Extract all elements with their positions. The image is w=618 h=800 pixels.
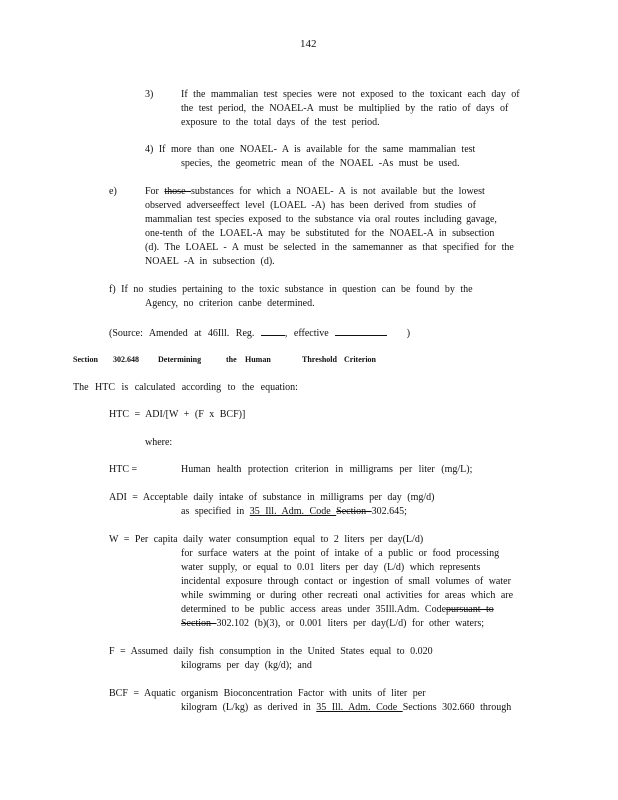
- section-heading-word: Threshold: [302, 355, 337, 364]
- page-number: 142: [300, 38, 317, 50]
- bcf-definition: BCF = Aquatic organism Bioconcentration Factor with units of liter per: [109, 688, 426, 699]
- w-definition: while swimming or during other recreati onal activities for areas which are: [181, 590, 514, 601]
- section-heading-word: Human: [245, 355, 271, 364]
- inserted-text: 35 Ill. Adm. Code: [249, 506, 337, 517]
- section-heading-word: Determining: [158, 355, 202, 364]
- bcf-text: kilogram (L/kg) as derived in: [181, 702, 317, 713]
- w-definition: for surface waters at the point of intake of a public or food processing: [181, 548, 500, 559]
- item-3-line: exposure to the total days of the test period.: [181, 117, 380, 128]
- blank-line: [261, 325, 285, 336]
- htc-definition: Human health protection criterion in milligrams per liter (mg/L);: [181, 464, 473, 475]
- item-e-line: mammalian test species exposed to the substance via oral routes including gavage,: [145, 214, 497, 225]
- blank-line: [335, 325, 387, 336]
- section-heading-number: 302.648: [113, 355, 139, 364]
- adi-definition: [181, 505, 407, 519]
- w-text: determined to be public access areas under 35Ill.Adm. Code: [181, 604, 447, 615]
- item-3-label: 3): [145, 89, 154, 100]
- item-e-pre: For: [145, 186, 165, 197]
- item-4-line: species, the geometric mean of the NOAEL -As must be used.: [181, 158, 460, 169]
- item-f-line: Agency, no criterion canbe determined.: [145, 298, 315, 309]
- equation: HTC = ADI/[W + (F x BCF)]: [109, 409, 246, 420]
- w-definition: [181, 603, 494, 617]
- source-text: (Source: Amended at 46Ill. Reg.: [109, 328, 255, 339]
- section-heading-word: Criterion: [344, 355, 376, 364]
- source-text: ): [406, 328, 411, 339]
- item-3-line: If the mammalian test species were not exposed to the toxicant each day of: [181, 89, 520, 100]
- htc-term: HTC =: [109, 464, 138, 475]
- item-f-line: f) If no studies pertaining to the toxic substance in question can be found by the: [109, 284, 473, 295]
- adi-definition: ADI = Acceptable daily intake of substance in milligrams per day (mg/d): [109, 492, 435, 503]
- bcf-text: Sections 302.660 through: [402, 702, 512, 713]
- item-e-line: one-tenth of the LOAEL-A may be substituted for the NOAEL-A in subsection: [145, 228, 495, 239]
- f-definition: kilograms per day (kg/d); and: [181, 660, 312, 671]
- item-4-line: 4) If more than one NOAEL- A is available for the same mammalian test: [145, 144, 476, 155]
- intro-text: The HTC is calculated according to the equation:: [73, 382, 298, 393]
- section-heading-label: Section: [73, 355, 98, 364]
- w-definition: W = Per capita daily water consumption equal to 2 liters per day(L/d): [109, 534, 424, 545]
- deleted-text: Section: [336, 506, 372, 517]
- source-text: , effective: [284, 328, 329, 339]
- deleted-text: Section: [181, 618, 217, 629]
- item-e-line: [145, 185, 485, 199]
- adi-text: 302.645;: [371, 506, 407, 517]
- item-e-post: substances for which a NOAEL- A is not available but the lowest: [191, 186, 485, 197]
- inserted-text: 35 Ill. Adm. Code: [316, 702, 403, 713]
- item-e-line: (d). The LOAEL - A must be selected in the samemanner as that specified for the: [145, 242, 514, 253]
- item-e-line: NOAEL -A in subsection (d).: [145, 256, 275, 267]
- item-3-line: the test period, the NOAEL-A must be multiplied by the ratio of days of: [181, 103, 509, 114]
- w-definition: [181, 617, 484, 631]
- source-line: [109, 325, 410, 341]
- adi-text: as specified in: [181, 506, 250, 517]
- deleted-text: those: [164, 186, 192, 197]
- where-label: where:: [145, 437, 173, 448]
- w-text: 302.102 (b)(3), or 0.001 liters per day(L/d) for other waters;: [216, 618, 484, 629]
- bcf-definition: [181, 701, 511, 715]
- f-definition: F = Assumed daily fish consumption in the United States equal to 0.020: [109, 646, 433, 657]
- w-definition: water supply, or equal to 0.01 liters per day (L/d) which represents: [181, 562, 481, 573]
- w-definition: incidental exposure through contact or ingestion of small volumes of water: [181, 576, 511, 587]
- deleted-text: pursuant to: [446, 604, 494, 615]
- item-e-line: observed adverseeffect level (LOAEL -A) has been derived from studies of: [145, 200, 476, 211]
- item-e-label: e): [109, 186, 117, 197]
- section-heading-word: the: [226, 355, 237, 364]
